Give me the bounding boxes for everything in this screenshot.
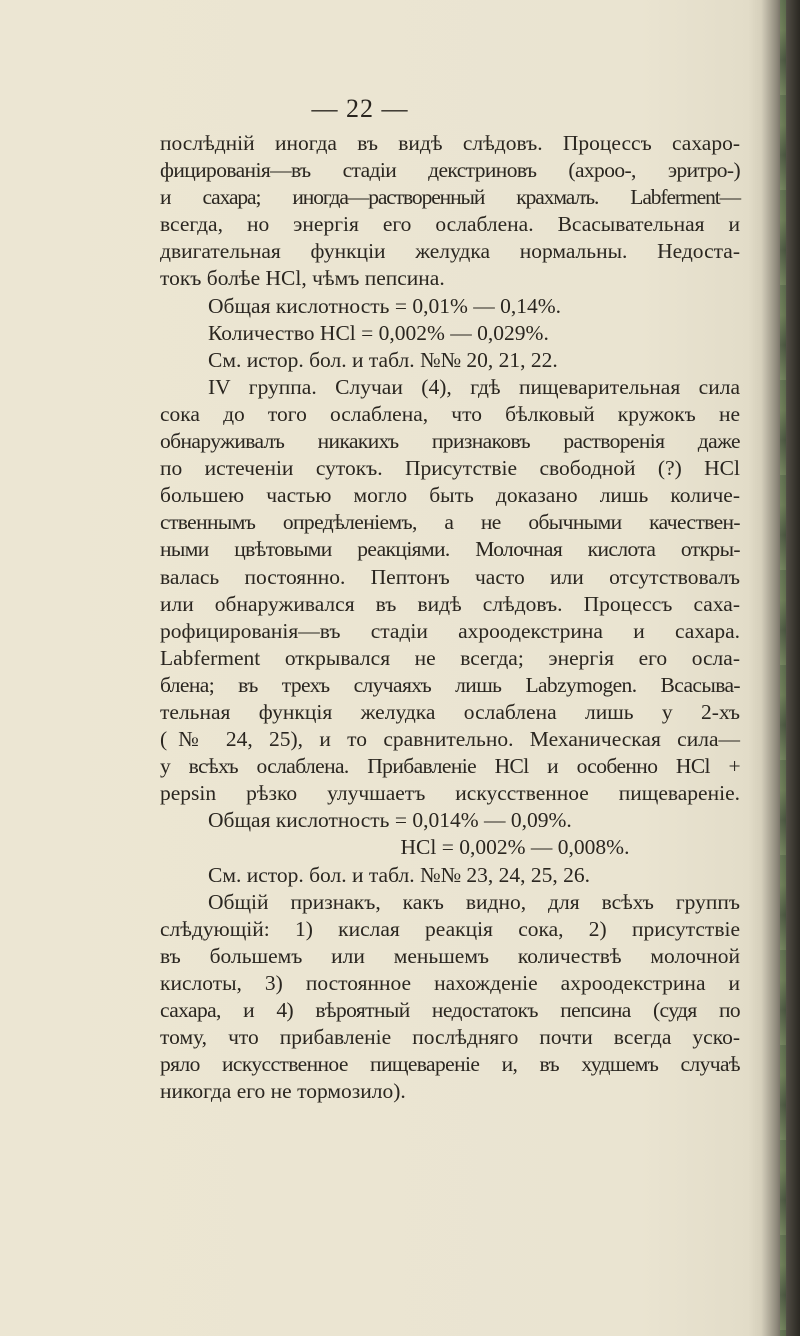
body-text (160, 130, 740, 1105)
text-line: по истеченіи сутокъ. Присутствіе свободной (?) HCl (160, 456, 740, 481)
text-line: ными цвѣтовыми реакціями. Молочная кислота откры- (160, 537, 740, 562)
text-line: сока до того ослаблена, что бѣлковый кружокъ не (160, 401, 740, 426)
text-line: ственнымъ опредѣленіемъ, а не обычными качествен- (160, 510, 740, 535)
text-line: сахара, и 4) вѣроятный недостатокъ пепсина (судя по (160, 998, 740, 1022)
text-line: HCl = 0,002% — 0,008%. (400, 835, 630, 860)
text-line: тому, что прибавленіе послѣдняго почти всегда уско- (160, 1025, 740, 1050)
page-edge-shadow (748, 0, 800, 1336)
text-line: послѣдній иногда въ видѣ слѣдовъ. Процессъ сахаро- (160, 131, 740, 155)
text-line: Общая кислотность = 0,014% — 0,09%. (208, 808, 572, 833)
text-line: или обнаруживался въ видѣ слѣдовъ. Процессъ саха- (160, 591, 740, 616)
text-line: кислоты, 3) постоянное нахожденіе ахроодекстрина и (160, 970, 740, 995)
text-line: IV группа. Случаи (4), гдѣ пищеварительная сила (208, 374, 740, 399)
text-line: обнаруживалъ никакихъ признаковъ растворенія даже (160, 429, 740, 454)
text-line: валась постоянно. Пептонъ часто или отсутствовалъ (160, 564, 740, 589)
text-line: См. истор. бол. и табл. №№ 20, 21, 22. (208, 347, 558, 372)
text-line: рофицированія—въ стадіи ахроодекстрина и сахара. (160, 618, 740, 643)
text-line: большею частью могло быть доказано лишь количе- (160, 483, 740, 508)
text-line: ряло искусственное пищевареніе и, въ худшемъ случаѣ (160, 1052, 740, 1077)
text-line: Общій признакъ, какъ видно, для всѣхъ группъ (208, 889, 740, 914)
text-line: блена; въ трехъ случаяхъ лишь Labzymogen. Всасыва- (160, 672, 740, 697)
text-line: фицированія—въ стадіи декстриновъ (ахроо-, эритро-) (160, 158, 740, 183)
text-line: въ большемъ или меньшемъ количествѣ молочной (160, 943, 740, 968)
text-line: всегда, но энергія его ослаблена. Всасывательная и (160, 212, 740, 237)
text-line: Labferment открывался не всегда; энергія его осла- (160, 645, 740, 670)
binding-edge (780, 0, 786, 1336)
text-line: Общая кислотность = 0,01% — 0,14%. (208, 293, 562, 318)
text-line: pepsin рѣзко улучшаетъ искусственное пищевареніе. (160, 781, 740, 806)
text-line: (№ 24, 25), и то сравнительно. Механическая сила— (160, 727, 740, 752)
text-line: и сахара; иногда—растворенный крахмалъ. Labferment— (160, 185, 740, 210)
text-line: у всѣхъ ослаблена. Прибавленіе HCl и особенно HCl + (160, 754, 740, 779)
text-line: токъ болѣе HCl, чѣмъ пепсина. (160, 266, 445, 291)
text-line: слѣдующій: 1) кислая реакція сока, 2) присутствіе (160, 916, 740, 941)
text-line: тельная функція желудка ослаблена лишь у 2-хъ (160, 699, 740, 724)
text-line: См. истор. бол. и табл. №№ 23, 24, 25, 26. (208, 862, 590, 887)
text-line: никогда его не тормозило). (160, 1079, 406, 1104)
page-number: — 22 — (311, 94, 409, 123)
text-line: двигательная функціи желудка нормальны. Недоста- (160, 239, 740, 264)
text-line: Количество HCl = 0,002% — 0,029%. (208, 320, 549, 345)
